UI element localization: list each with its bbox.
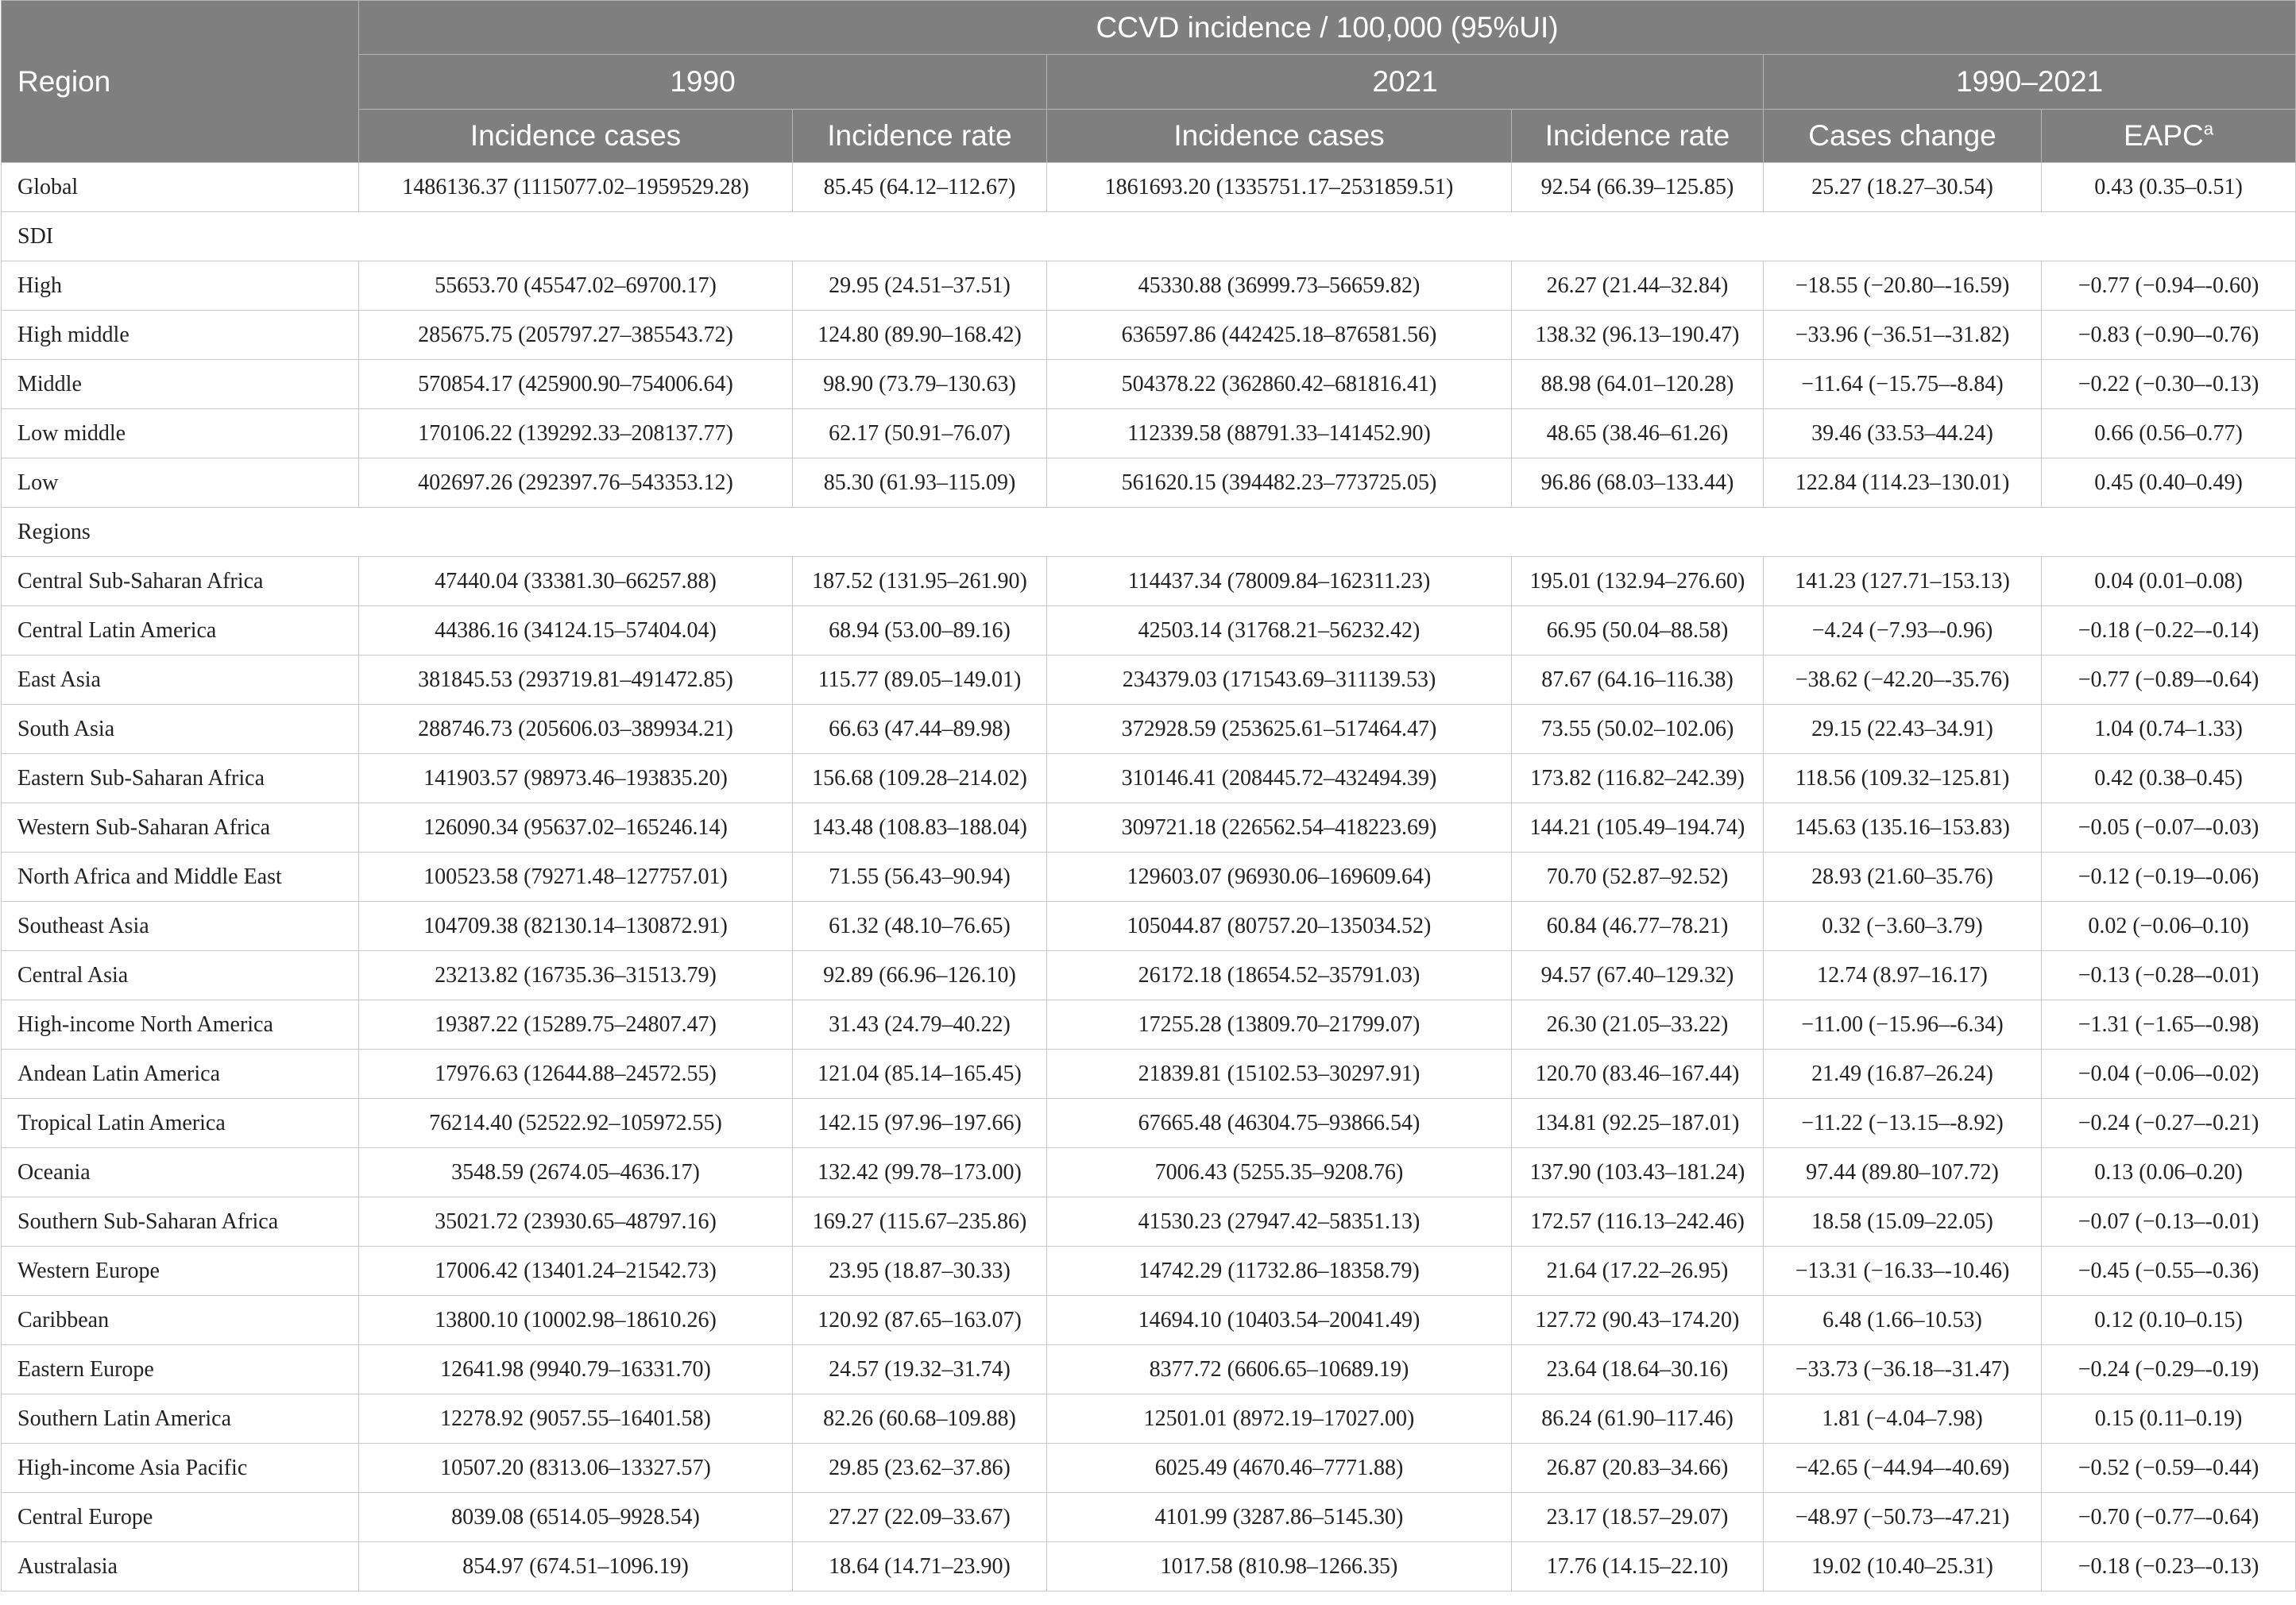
table-row	[2, 902, 2296, 951]
region-name-cell: Tropical Latin America	[2, 1099, 359, 1148]
section-row	[2, 212, 2296, 261]
incidence-rate-2021-cell: 26.27 (21.44–32.84)	[1512, 261, 1764, 311]
eapc-cell: 0.42 (0.38–0.45)	[2042, 754, 2296, 803]
incidence-cases-1990-cell: 126090.34 (95637.02–165246.14)	[359, 803, 793, 853]
incidence-cases-2021-cell: 42503.14 (31768.21–56232.42)	[1047, 606, 1512, 656]
section-label: SDI	[2, 212, 2296, 261]
incidence-cases-2021-cell: 1017.58 (810.98–1266.35)	[1047, 1542, 1512, 1591]
eapc-cell: −0.70 (−0.77–-0.64)	[2042, 1493, 2296, 1542]
table-row	[2, 606, 2296, 656]
incidence-rate-2021-cell: 92.54 (66.39–125.85)	[1512, 163, 1764, 212]
incidence-rate-1990-cell: 18.64 (14.71–23.90)	[793, 1542, 1047, 1591]
eapc-label: EAPC	[2123, 119, 2204, 152]
region-name-cell: Southeast Asia	[2, 902, 359, 951]
incidence-cases-2021-cell: 7006.43 (5255.35–9208.76)	[1047, 1148, 1512, 1197]
table-row	[2, 705, 2296, 754]
cases-change-cell: 19.02 (10.40–25.31)	[1764, 1542, 2042, 1591]
incidence-rate-1990-cell: 29.85 (23.62–37.86)	[793, 1444, 1047, 1493]
incidence-rate-1990-cell: 82.26 (60.68–109.88)	[793, 1394, 1047, 1444]
incidence-rate-1990-cell: 169.27 (115.67–235.86)	[793, 1197, 1047, 1247]
column-header-eapc	[2042, 110, 2296, 163]
incidence-cases-2021-cell: 14694.10 (10403.54–20041.49)	[1047, 1296, 1512, 1345]
table-row	[2, 1148, 2296, 1197]
incidence-cases-2021-cell: 26172.18 (18654.52–35791.03)	[1047, 951, 1512, 1000]
incidence-cases-2021-cell: 636597.86 (442425.18–876581.56)	[1047, 311, 1512, 360]
incidence-rate-2021-cell: 195.01 (132.94–276.60)	[1512, 557, 1764, 606]
cases-change-cell: 97.44 (89.80–107.72)	[1764, 1148, 2042, 1197]
incidence-cases-2021-cell: 17255.28 (13809.70–21799.07)	[1047, 1000, 1512, 1050]
incidence-rate-1990-cell: 24.57 (19.32–31.74)	[793, 1345, 1047, 1394]
incidence-rate-2021-cell: 87.67 (64.16–116.38)	[1512, 656, 1764, 705]
table-body	[2, 163, 2296, 1591]
incidence-cases-1990-cell: 570854.17 (425900.90–754006.64)	[359, 360, 793, 409]
incidence-cases-2021-cell: 561620.15 (394482.23–773725.05)	[1047, 458, 1512, 508]
incidence-rate-2021-cell: 66.95 (50.04–88.58)	[1512, 606, 1764, 656]
table-row	[2, 951, 2296, 1000]
incidence-rate-1990-cell: 61.32 (48.10–76.65)	[793, 902, 1047, 951]
incidence-cases-1990-cell: 23213.82 (16735.36–31513.79)	[359, 951, 793, 1000]
incidence-cases-1990-cell: 285675.75 (205797.27–385543.72)	[359, 311, 793, 360]
incidence-rate-1990-cell: 98.90 (73.79–130.63)	[793, 360, 1047, 409]
incidence-cases-2021-cell: 45330.88 (36999.73–56659.82)	[1047, 261, 1512, 311]
column-header-incidence-rate-1990: Incidence rate	[793, 110, 1047, 163]
region-name-cell: Western Europe	[2, 1247, 359, 1296]
eapc-cell: −1.31 (−1.65–-0.98)	[2042, 1000, 2296, 1050]
incidence-cases-2021-cell: 12501.01 (8972.19–17027.00)	[1047, 1394, 1512, 1444]
incidence-rate-2021-cell: 144.21 (105.49–194.74)	[1512, 803, 1764, 853]
incidence-cases-2021-cell: 309721.18 (226562.54–418223.69)	[1047, 803, 1512, 853]
region-name-cell: Caribbean	[2, 1296, 359, 1345]
incidence-cases-1990-cell: 8039.08 (6514.05–9928.54)	[359, 1493, 793, 1542]
region-name-cell: East Asia	[2, 656, 359, 705]
incidence-cases-1990-cell: 3548.59 (2674.05–4636.17)	[359, 1148, 793, 1197]
cases-change-cell: 12.74 (8.97–16.17)	[1764, 951, 2042, 1000]
incidence-rate-1990-cell: 124.80 (89.90–168.42)	[793, 311, 1047, 360]
incidence-rate-1990-cell: 31.43 (24.79–40.22)	[793, 1000, 1047, 1050]
incidence-rate-2021-cell: 127.72 (90.43–174.20)	[1512, 1296, 1764, 1345]
incidence-cases-1990-cell: 35021.72 (23930.65–48797.16)	[359, 1197, 793, 1247]
incidence-cases-1990-cell: 12278.92 (9057.55–16401.58)	[359, 1394, 793, 1444]
incidence-cases-2021-cell: 41530.23 (27947.42–58351.13)	[1047, 1197, 1512, 1247]
incidence-rate-1990-cell: 68.94 (53.00–89.16)	[793, 606, 1047, 656]
region-name-cell: High-income North America	[2, 1000, 359, 1050]
incidence-cases-2021-cell: 67665.48 (46304.75–93866.54)	[1047, 1099, 1512, 1148]
table-row	[2, 311, 2296, 360]
table-header	[2, 1, 2296, 163]
incidence-cases-2021-cell: 504378.22 (362860.42–681816.41)	[1047, 360, 1512, 409]
incidence-rate-2021-cell: 60.84 (46.77–78.21)	[1512, 902, 1764, 951]
incidence-cases-2021-cell: 372928.59 (253625.61–517464.47)	[1047, 705, 1512, 754]
incidence-rate-2021-cell: 21.64 (17.22–26.95)	[1512, 1247, 1764, 1296]
incidence-cases-1990-cell: 141903.57 (98973.46–193835.20)	[359, 754, 793, 803]
incidence-rate-2021-cell: 134.81 (92.25–187.01)	[1512, 1099, 1764, 1148]
incidence-rate-2021-cell: 173.82 (116.82–242.39)	[1512, 754, 1764, 803]
incidence-rate-1990-cell: 85.45 (64.12–112.67)	[793, 163, 1047, 212]
cases-change-cell: −11.00 (−15.96–-6.34)	[1764, 1000, 2042, 1050]
eapc-cell: −0.52 (−0.59–-0.44)	[2042, 1444, 2296, 1493]
eapc-cell: −0.77 (−0.94–-0.60)	[2042, 261, 2296, 311]
table-row	[2, 1197, 2296, 1247]
table-row	[2, 1345, 2296, 1394]
incidence-rate-1990-cell: 115.77 (89.05–149.01)	[793, 656, 1047, 705]
incidence-rate-1990-cell: 142.15 (97.96–197.66)	[793, 1099, 1047, 1148]
group-title-header: CCVD incidence / 100,000 (95%UI)	[359, 1, 2296, 55]
table-row	[2, 458, 2296, 508]
cases-change-cell: 1.81 (−4.04–7.98)	[1764, 1394, 2042, 1444]
ccvd-incidence-table	[1, 0, 2296, 1591]
region-name-cell: High-income Asia Pacific	[2, 1444, 359, 1493]
eapc-cell: −0.77 (−0.89–-0.64)	[2042, 656, 2296, 705]
region-name-cell: Australasia	[2, 1542, 359, 1591]
column-header-incidence-rate-2021: Incidence rate	[1512, 110, 1764, 163]
incidence-rate-2021-cell: 17.76 (14.15–22.10)	[1512, 1542, 1764, 1591]
incidence-rate-2021-cell: 120.70 (83.46–167.44)	[1512, 1050, 1764, 1099]
table-row	[2, 557, 2296, 606]
cases-change-cell: −11.22 (−13.15–-8.92)	[1764, 1099, 2042, 1148]
region-name-cell: Oceania	[2, 1148, 359, 1197]
table-row	[2, 1493, 2296, 1542]
column-header-incidence-cases-1990: Incidence cases	[359, 110, 793, 163]
eapc-footnote-marker: a	[2203, 118, 2214, 139]
incidence-rate-1990-cell: 132.42 (99.78–173.00)	[793, 1148, 1047, 1197]
table-row	[2, 1296, 2296, 1345]
cases-change-cell: 39.46 (33.53–44.24)	[1764, 409, 2042, 458]
incidence-cases-2021-cell: 6025.49 (4670.46–7771.88)	[1047, 1444, 1512, 1493]
incidence-cases-2021-cell: 21839.81 (15102.53–30297.91)	[1047, 1050, 1512, 1099]
cases-change-cell: 145.63 (135.16–153.83)	[1764, 803, 2042, 853]
cases-change-cell: 21.49 (16.87–26.24)	[1764, 1050, 2042, 1099]
incidence-rate-1990-cell: 66.63 (47.44–89.98)	[793, 705, 1047, 754]
region-name-cell: Low	[2, 458, 359, 508]
eapc-cell: 0.02 (−0.06–0.10)	[2042, 902, 2296, 951]
incidence-cases-1990-cell: 55653.70 (45547.02–69700.17)	[359, 261, 793, 311]
eapc-cell: 0.12 (0.10–0.15)	[2042, 1296, 2296, 1345]
cases-change-cell: −38.62 (−42.20–-35.76)	[1764, 656, 2042, 705]
region-name-cell: Global	[2, 163, 359, 212]
incidence-rate-1990-cell: 71.55 (56.43–90.94)	[793, 853, 1047, 902]
region-name-cell: Central Sub-Saharan Africa	[2, 557, 359, 606]
cases-change-cell: 25.27 (18.27–30.54)	[1764, 163, 2042, 212]
incidence-cases-2021-cell: 114437.34 (78009.84–162311.23)	[1047, 557, 1512, 606]
incidence-cases-1990-cell: 17976.63 (12644.88–24572.55)	[359, 1050, 793, 1099]
cases-change-cell: 0.32 (−3.60–3.79)	[1764, 902, 2042, 951]
incidence-rate-1990-cell: 121.04 (85.14–165.45)	[793, 1050, 1047, 1099]
eapc-cell: −0.22 (−0.30–-0.13)	[2042, 360, 2296, 409]
period-header-1990-2021: 1990–2021	[1764, 55, 2296, 110]
eapc-cell: −0.45 (−0.55–-0.36)	[2042, 1247, 2296, 1296]
table-row	[2, 1000, 2296, 1050]
incidence-rate-2021-cell: 86.24 (61.90–117.46)	[1512, 1394, 1764, 1444]
eapc-cell: 0.15 (0.11–0.19)	[2042, 1394, 2296, 1444]
incidence-cases-2021-cell: 129603.07 (96930.06–169609.64)	[1047, 853, 1512, 902]
incidence-cases-1990-cell: 44386.16 (34124.15–57404.04)	[359, 606, 793, 656]
incidence-rate-1990-cell: 23.95 (18.87–30.33)	[793, 1247, 1047, 1296]
table-row	[2, 754, 2296, 803]
region-name-cell: Low middle	[2, 409, 359, 458]
region-name-cell: Middle	[2, 360, 359, 409]
incidence-cases-2021-cell: 105044.87 (80757.20–135034.52)	[1047, 902, 1512, 951]
incidence-rate-2021-cell: 88.98 (64.01–120.28)	[1512, 360, 1764, 409]
incidence-cases-2021-cell: 234379.03 (171543.69–311139.53)	[1047, 656, 1512, 705]
region-name-cell: High	[2, 261, 359, 311]
column-header-incidence-cases-2021: Incidence cases	[1047, 110, 1512, 163]
region-name-cell: South Asia	[2, 705, 359, 754]
cases-change-cell: 122.84 (114.23–130.01)	[1764, 458, 2042, 508]
incidence-cases-2021-cell: 4101.99 (3287.86–5145.30)	[1047, 1493, 1512, 1542]
region-name-cell: Southern Latin America	[2, 1394, 359, 1444]
incidence-cases-2021-cell: 112339.58 (88791.33–141452.90)	[1047, 409, 1512, 458]
eapc-cell: −0.07 (−0.13–-0.01)	[2042, 1197, 2296, 1247]
incidence-rate-2021-cell: 137.90 (103.43–181.24)	[1512, 1148, 1764, 1197]
table-row	[2, 853, 2296, 902]
incidence-rate-1990-cell: 62.17 (50.91–76.07)	[793, 409, 1047, 458]
table-row	[2, 163, 2296, 212]
incidence-cases-1990-cell: 12641.98 (9940.79–16331.70)	[359, 1345, 793, 1394]
cases-change-cell: −42.65 (−44.94–-40.69)	[1764, 1444, 2042, 1493]
incidence-cases-2021-cell: 8377.72 (6606.65–10689.19)	[1047, 1345, 1512, 1394]
table-row	[2, 803, 2296, 853]
incidence-rate-2021-cell: 70.70 (52.87–92.52)	[1512, 853, 1764, 902]
table-row	[2, 261, 2296, 311]
table-row	[2, 360, 2296, 409]
table-row	[2, 1099, 2296, 1148]
table-row	[2, 1542, 2296, 1591]
incidence-cases-1990-cell: 381845.53 (293719.81–491472.85)	[359, 656, 793, 705]
table-row	[2, 409, 2296, 458]
incidence-cases-1990-cell: 13800.10 (10002.98–18610.26)	[359, 1296, 793, 1345]
incidence-cases-2021-cell: 310146.41 (208445.72–432494.39)	[1047, 754, 1512, 803]
cases-change-cell: 118.56 (109.32–125.81)	[1764, 754, 2042, 803]
eapc-cell: 0.13 (0.06–0.20)	[2042, 1148, 2296, 1197]
incidence-rate-2021-cell: 23.64 (18.64–30.16)	[1512, 1345, 1764, 1394]
incidence-rate-1990-cell: 85.30 (61.93–115.09)	[793, 458, 1047, 508]
region-name-cell: Central Europe	[2, 1493, 359, 1542]
incidence-rate-2021-cell: 26.87 (20.83–34.66)	[1512, 1444, 1764, 1493]
eapc-cell: −0.12 (−0.19–-0.06)	[2042, 853, 2296, 902]
incidence-rate-2021-cell: 26.30 (21.05–33.22)	[1512, 1000, 1764, 1050]
section-label: Regions	[2, 508, 2296, 557]
cases-change-cell: 28.93 (21.60–35.76)	[1764, 853, 2042, 902]
eapc-cell: −0.05 (−0.07–-0.03)	[2042, 803, 2296, 853]
incidence-cases-1990-cell: 854.97 (674.51–1096.19)	[359, 1542, 793, 1591]
cases-change-cell: −33.96 (−36.51–-31.82)	[1764, 311, 2042, 360]
eapc-cell: 1.04 (0.74–1.33)	[2042, 705, 2296, 754]
region-name-cell: Eastern Sub-Saharan Africa	[2, 754, 359, 803]
incidence-cases-1990-cell: 402697.26 (292397.76–543353.12)	[359, 458, 793, 508]
table-row	[2, 1444, 2296, 1493]
table-row	[2, 1247, 2296, 1296]
incidence-cases-1990-cell: 10507.20 (8313.06–13327.57)	[359, 1444, 793, 1493]
incidence-cases-1990-cell: 170106.22 (139292.33–208137.77)	[359, 409, 793, 458]
incidence-rate-1990-cell: 120.92 (87.65–163.07)	[793, 1296, 1047, 1345]
cases-change-cell: −11.64 (−15.75–-8.84)	[1764, 360, 2042, 409]
region-name-cell: Southern Sub-Saharan Africa	[2, 1197, 359, 1247]
region-name-cell: Central Latin America	[2, 606, 359, 656]
cases-change-cell: −4.24 (−7.93–-0.96)	[1764, 606, 2042, 656]
eapc-cell: −0.18 (−0.22–-0.14)	[2042, 606, 2296, 656]
eapc-cell: 0.66 (0.56–0.77)	[2042, 409, 2296, 458]
eapc-cell: −0.13 (−0.28–-0.01)	[2042, 951, 2296, 1000]
eapc-cell: −0.24 (−0.27–-0.21)	[2042, 1099, 2296, 1148]
incidence-rate-1990-cell: 143.48 (108.83–188.04)	[793, 803, 1047, 853]
incidence-cases-1990-cell: 288746.73 (205606.03–389934.21)	[359, 705, 793, 754]
eapc-cell: −0.83 (−0.90–-0.76)	[2042, 311, 2296, 360]
cases-change-cell: −13.31 (−16.33–-10.46)	[1764, 1247, 2042, 1296]
cases-change-cell: −48.97 (−50.73–-47.21)	[1764, 1493, 2042, 1542]
eapc-cell: −0.04 (−0.06–-0.02)	[2042, 1050, 2296, 1099]
region-name-cell: High middle	[2, 311, 359, 360]
incidence-rate-2021-cell: 138.32 (96.13–190.47)	[1512, 311, 1764, 360]
section-row	[2, 508, 2296, 557]
eapc-cell: 0.04 (0.01–0.08)	[2042, 557, 2296, 606]
incidence-cases-2021-cell: 1861693.20 (1335751.17–2531859.51)	[1047, 163, 1512, 212]
incidence-cases-1990-cell: 76214.40 (52522.92–105972.55)	[359, 1099, 793, 1148]
incidence-rate-2021-cell: 172.57 (116.13–242.46)	[1512, 1197, 1764, 1247]
region-name-cell: Andean Latin America	[2, 1050, 359, 1099]
incidence-cases-2021-cell: 14742.29 (11732.86–18358.79)	[1047, 1247, 1512, 1296]
region-name-cell: Eastern Europe	[2, 1345, 359, 1394]
incidence-rate-2021-cell: 73.55 (50.02–102.06)	[1512, 705, 1764, 754]
incidence-rate-1990-cell: 29.95 (24.51–37.51)	[793, 261, 1047, 311]
incidence-rate-1990-cell: 92.89 (66.96–126.10)	[793, 951, 1047, 1000]
incidence-rate-2021-cell: 23.17 (18.57–29.07)	[1512, 1493, 1764, 1542]
eapc-cell: 0.45 (0.40–0.49)	[2042, 458, 2296, 508]
incidence-rate-1990-cell: 27.27 (22.09–33.67)	[793, 1493, 1047, 1542]
cases-change-cell: 141.23 (127.71–153.13)	[1764, 557, 2042, 606]
region-name-cell: North Africa and Middle East	[2, 853, 359, 902]
eapc-cell: 0.43 (0.35–0.51)	[2042, 163, 2296, 212]
region-name-cell: Central Asia	[2, 951, 359, 1000]
cases-change-cell: 6.48 (1.66–10.53)	[1764, 1296, 2042, 1345]
incidence-rate-1990-cell: 187.52 (131.95–261.90)	[793, 557, 1047, 606]
incidence-rate-2021-cell: 96.86 (68.03–133.44)	[1512, 458, 1764, 508]
table-row	[2, 1394, 2296, 1444]
incidence-rate-2021-cell: 94.57 (67.40–129.32)	[1512, 951, 1764, 1000]
cases-change-cell: −33.73 (−36.18–-31.47)	[1764, 1345, 2042, 1394]
eapc-cell: −0.18 (−0.23–-0.13)	[2042, 1542, 2296, 1591]
cases-change-cell: −18.55 (−20.80–-16.59)	[1764, 261, 2042, 311]
incidence-cases-1990-cell: 104709.38 (82130.14–130872.91)	[359, 902, 793, 951]
eapc-cell: −0.24 (−0.29–-0.19)	[2042, 1345, 2296, 1394]
column-header-cases-change: Cases change	[1764, 110, 2042, 163]
table-row	[2, 1050, 2296, 1099]
region-name-cell: Western Sub-Saharan Africa	[2, 803, 359, 853]
incidence-rate-2021-cell: 48.65 (38.46–61.26)	[1512, 409, 1764, 458]
region-column-header: Region	[2, 1, 359, 163]
incidence-cases-1990-cell: 1486136.37 (1115077.02–1959529.28)	[359, 163, 793, 212]
cases-change-cell: 18.58 (15.09–22.05)	[1764, 1197, 2042, 1247]
incidence-cases-1990-cell: 17006.42 (13401.24–21542.73)	[359, 1247, 793, 1296]
period-header-1990: 1990	[359, 55, 1047, 110]
cases-change-cell: 29.15 (22.43–34.91)	[1764, 705, 2042, 754]
incidence-cases-1990-cell: 19387.22 (15289.75–24807.47)	[359, 1000, 793, 1050]
incidence-rate-1990-cell: 156.68 (109.28–214.02)	[793, 754, 1047, 803]
incidence-cases-1990-cell: 100523.58 (79271.48–127757.01)	[359, 853, 793, 902]
table-row	[2, 656, 2296, 705]
incidence-cases-1990-cell: 47440.04 (33381.30–66257.88)	[359, 557, 793, 606]
period-header-2021: 2021	[1047, 55, 1764, 110]
